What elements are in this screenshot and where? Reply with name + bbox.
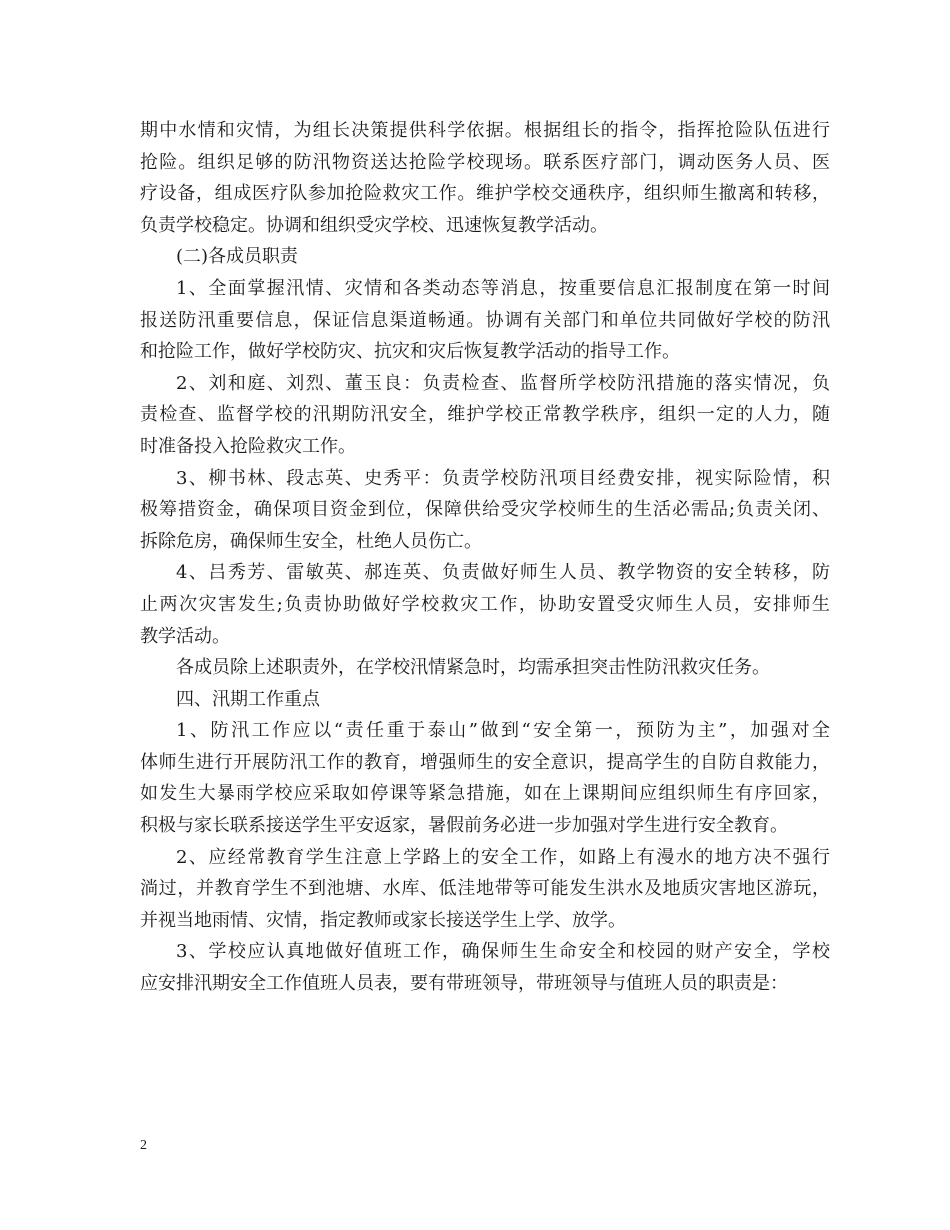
paragraph-line: 2、应经常教育学生注意上学路上的安全工作，如路上有漫水的地方决不强行 (176, 846, 830, 868)
paragraph-line: 积极与家长联系接送学生平安返家，暑假前务必进一步加强对学生进行安全教育。 (140, 815, 788, 837)
paragraph-line: 时准备投入抢险救灾工作。 (140, 435, 356, 457)
document-body (140, 115, 830, 1000)
paragraph (140, 241, 830, 273)
paragraph-line: 各成员除上述职责外，在学校汛情紧急时，均需承担突击性防汛救灾任务。 (176, 657, 770, 679)
paragraph-line: 拆除危房，确保师生安全，杜绝人员伤亡。 (140, 530, 482, 552)
paragraph-line: 和抢险工作，做好学校防灾、抗灾和灾后恢复教学活动的指导工作。 (140, 341, 680, 363)
paragraph-line: 四、汛期工作重点 (176, 688, 320, 710)
paragraph-line: 淌过，并教育学生不到池塘、水库、低洼地带等可能发生洪水及地质灾害地区游玩， (140, 878, 830, 900)
paragraph (140, 368, 830, 463)
paragraph-line: 极筹措资金，确保项目资金到位，保障供给受灾学校师生的生活必需品;负责关闭、 (140, 499, 830, 521)
paragraph-line: 教学活动。 (140, 625, 230, 647)
paragraph (140, 936, 830, 999)
paragraph-line: 并视当地雨情、灾情，指定教师或家长接送学生上学、放学。 (140, 909, 626, 931)
paragraph-line: 疗设备，组成医疗队参加抢险救灾工作。维护学校交通秩序，组织师生撤离和转移， (140, 183, 830, 205)
paragraph (140, 273, 830, 368)
page-number: 2 (140, 1138, 147, 1153)
paragraph-line: 止两次灾害发生;负责协助做好学校救灾工作，协助安置受灾师生人员，安排师生 (140, 593, 830, 615)
paragraph-line: 1、全面掌握汛情、灾情和各类动态等消息，按重要信息汇报制度在第一时间 (176, 277, 830, 299)
paragraph-line: 负责学校稳定。协调和组织受灾学校、迅速恢复教学活动。 (140, 214, 608, 236)
paragraph-line: 3、学校应认真地做好值班工作，确保师生生命安全和校园的财产安全，学校 (176, 941, 830, 963)
paragraph-line: 4、吕秀芳、雷敏英、郝连英、负责做好师生人员、教学物资的安全转移，防 (176, 562, 830, 584)
paragraph (140, 842, 830, 937)
paragraph-line: 责检查、监督学校的汛期防汛安全，维护学校正常教学秩序，组织一定的人力，随 (140, 404, 830, 426)
paragraph (140, 715, 830, 841)
paragraph-line: 期中水情和灾情，为组长决策提供科学依据。根据组长的指令，指挥抢险队伍进行 (140, 120, 830, 141)
paragraph (140, 684, 830, 716)
paragraph-line: 如发生大暴雨学校应采取如停课等紧急措施，如在上课期间应组织师生有序回家， (140, 783, 830, 805)
paragraph-line: (二)各成员职责 (176, 246, 299, 268)
paragraph-line: 1、防汛工作应以“责任重于泰山”做到“安全第一，预防为主”，加强对全 (176, 720, 830, 742)
paragraph-line: 应安排汛期安全工作值班人员表，要有带班领导，带班领导与值班人员的职责是： (140, 973, 788, 995)
paragraph-line: 2、刘和庭、刘烈、董玉良：负责检查、监督所学校防汛措施的落实情况，负 (176, 372, 830, 394)
paragraph (140, 652, 830, 684)
paragraph (140, 557, 830, 652)
paragraph (140, 115, 830, 241)
paragraph (140, 463, 830, 558)
paragraph-line: 抢险。组织足够的防汛物资送达抢险学校现场。联系医疗部门，调动医务人员、医 (140, 151, 830, 173)
paragraph-line: 体师生进行开展防汛工作的教育，增强师生的安全意识，提高学生的自防自救能力， (140, 751, 830, 773)
paragraph-line: 报送防汛重要信息，保证信息渠道畅通。协调有关部门和单位共同做好学校的防汛 (140, 309, 830, 331)
paragraph-line: 3、柳书林、段志英、史秀平：负责学校防汛项目经费安排，视实际险情，积 (176, 467, 830, 489)
